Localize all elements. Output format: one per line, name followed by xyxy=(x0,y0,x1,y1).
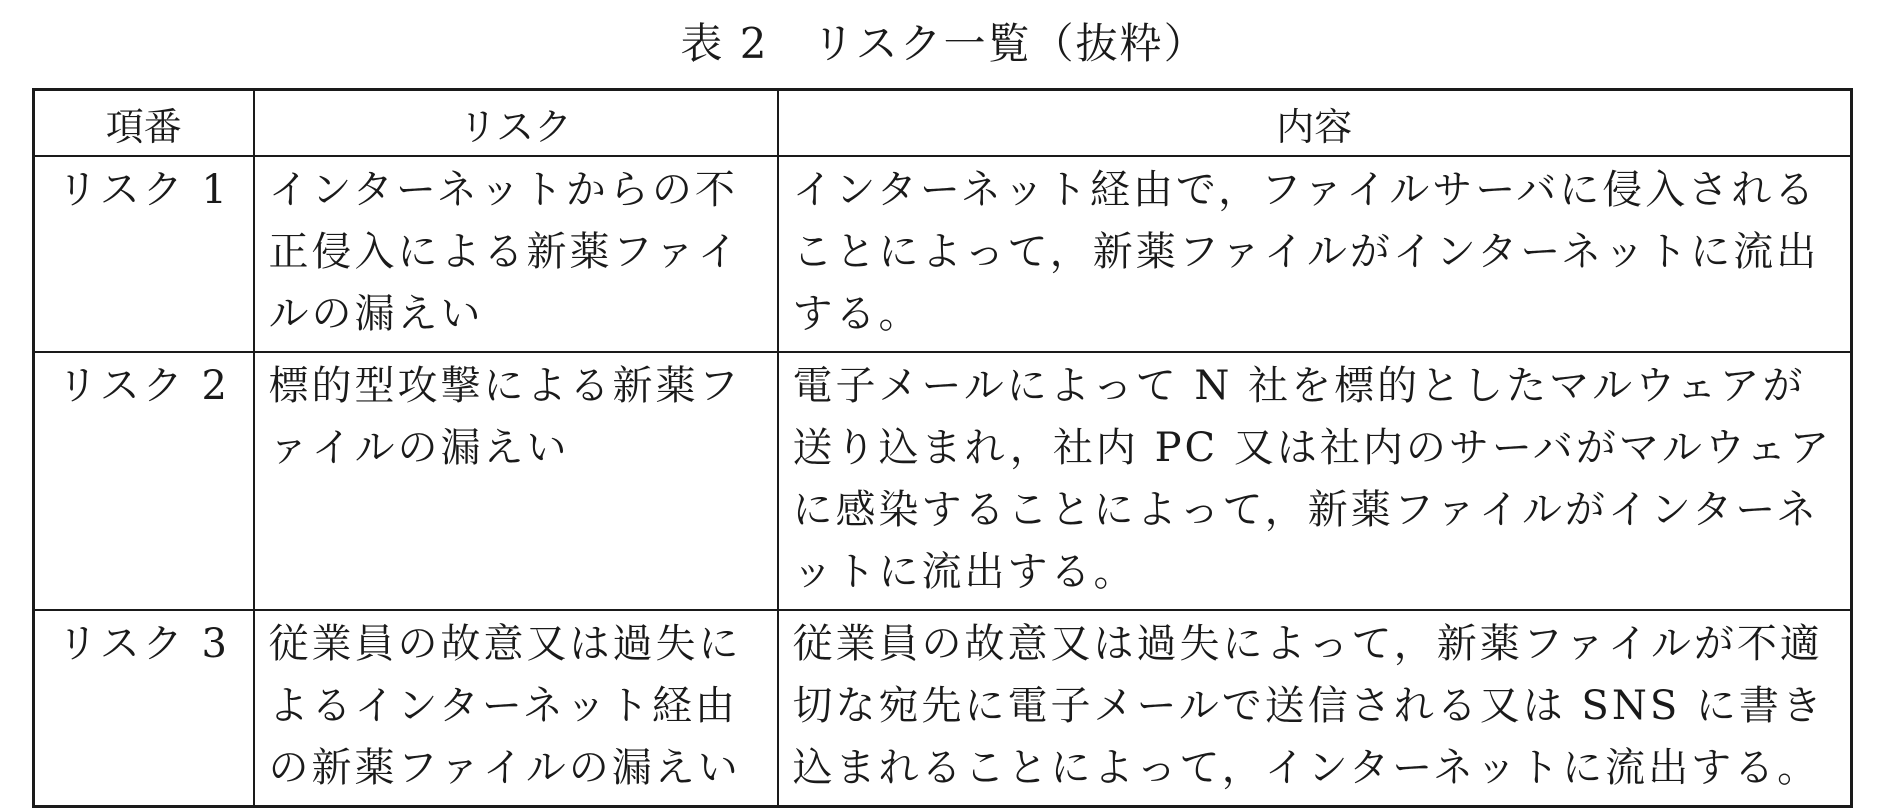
header-desc: 内容 xyxy=(778,90,1852,157)
table-row xyxy=(34,352,1852,610)
table-header-row xyxy=(34,90,1852,157)
cell-risk-id: リスク 3 xyxy=(34,610,254,807)
cell-risk-description: 従業員の故意又は過失によって，新薬ファイルが不適切な宛先に電子メールで送信される又は SNS に書き込まれることによって，インターネットに流出する。 xyxy=(778,610,1852,807)
header-id: 項番 xyxy=(34,90,254,157)
cell-risk-name: 標的型攻撃による新薬ファイルの漏えい xyxy=(254,352,778,610)
cell-risk-name: インターネットからの不正侵入による新薬ファイルの漏えい xyxy=(254,156,778,352)
cell-risk-id: リスク 2 xyxy=(34,352,254,610)
risk-table xyxy=(32,88,1853,808)
header-risk: リスク xyxy=(254,90,778,157)
cell-risk-id: リスク 1 xyxy=(34,156,254,352)
cell-risk-name: 従業員の故意又は過失によるインターネット経由の新薬ファイルの漏えい xyxy=(254,610,778,807)
table-row xyxy=(34,610,1852,807)
cell-risk-description: 電子メールによって N 社を標的としたマルウェアが送り込まれ，社内 PC 又は社内のサーバがマルウェアに感染することによって，新薬ファイルがインターネットに流出する。 xyxy=(778,352,1852,610)
table-title: 表 2 リスク一覧（抜粋） xyxy=(680,19,1208,68)
table-row xyxy=(34,156,1852,352)
cell-risk-description: インターネット経由で，ファイルサーバに侵入されることによって，新薬ファイルがインターネットに流出する。 xyxy=(778,156,1852,352)
